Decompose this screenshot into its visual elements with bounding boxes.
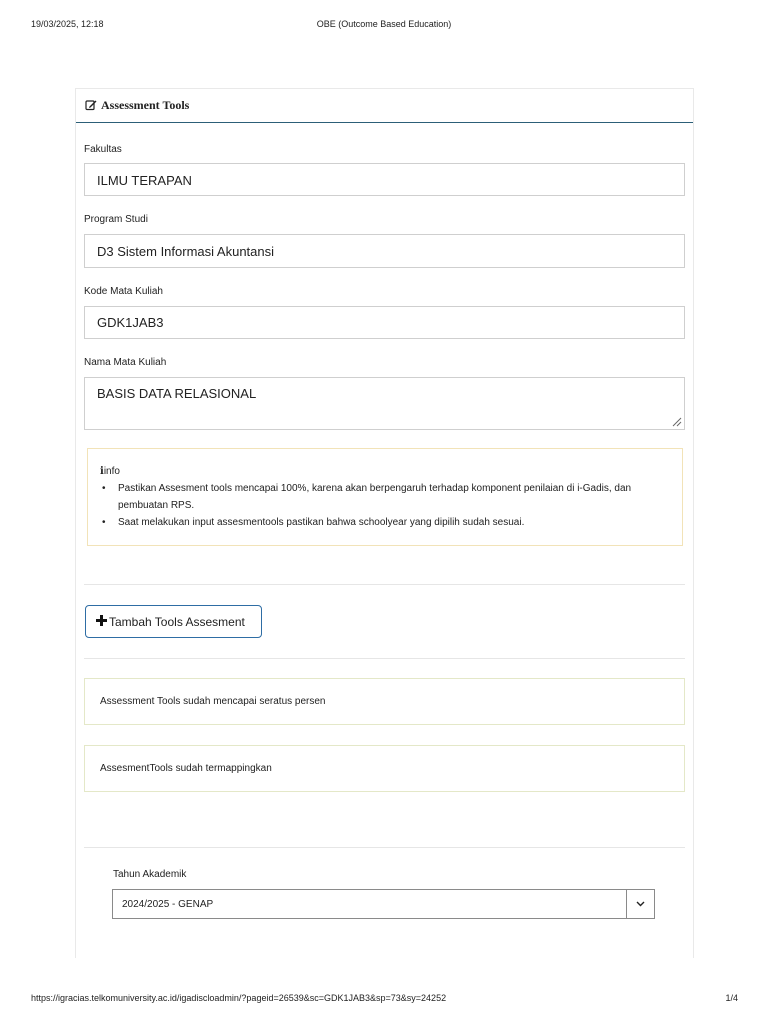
- add-tools-assesment-button[interactable]: [85, 605, 262, 638]
- resize-grip-icon[interactable]: [672, 417, 682, 427]
- panel-title-wrap: [85, 98, 189, 113]
- tahun-akademik-label: Tahun Akademik: [113, 869, 187, 880]
- add-tools-assesment-label: Tambah Tools Assesment: [109, 614, 245, 629]
- plus-icon: [96, 615, 107, 628]
- kode-mk-field[interactable]: [84, 306, 685, 339]
- nama-mk-textarea[interactable]: [84, 377, 685, 430]
- program-studi-value: D3 Sistem Informasi Akuntansi: [97, 244, 275, 259]
- info-icon: i: [100, 466, 104, 477]
- panel-heading: [76, 89, 693, 123]
- edit-icon: [85, 99, 97, 111]
- info-alert: [87, 448, 683, 546]
- fakultas-label: Fakultas: [84, 144, 122, 155]
- tahun-akademik-value: 2024/2025 - GENAP: [122, 899, 214, 910]
- print-datetime: 19/03/2025, 12:18: [31, 19, 104, 29]
- chevron-down-icon[interactable]: [626, 890, 654, 918]
- tahun-akademik-select[interactable]: [112, 889, 655, 919]
- program-studi-field[interactable]: [84, 234, 685, 268]
- print-page-title: OBE (Outcome Based Education): [316, 19, 452, 29]
- fakultas-field[interactable]: [84, 163, 685, 196]
- kode-mk-value: GDK1JAB3: [97, 315, 164, 330]
- divider: [84, 584, 685, 585]
- notice-text: Assessment Tools sudah mencapai seratus persen: [100, 696, 326, 707]
- info-title: iinfo: [100, 466, 120, 477]
- program-studi-label: Program Studi: [84, 214, 148, 225]
- kode-mk-label: Kode Mata Kuliah: [84, 286, 163, 297]
- notice-box: [84, 678, 685, 725]
- notice-box: [84, 745, 685, 792]
- divider: [84, 658, 685, 659]
- print-page-number: 1/4: [725, 993, 738, 1003]
- nama-mk-label: Nama Mata Kuliah: [84, 357, 167, 368]
- divider: [84, 847, 685, 848]
- info-item: • Saat melakukan input assesmentools pastikan bahwa schoolyear yang dipilih sudah sesuai.: [100, 514, 682, 531]
- notice-text: AssesmentTools sudah termappingkan: [100, 763, 272, 774]
- nama-mk-value: BASIS DATA RELASIONAL: [97, 386, 257, 401]
- panel-title: Assessment Tools: [101, 98, 190, 112]
- print-url: https://igracias.telkomuniversity.ac.id/igadiscloadmin/?pageid=26539&sc=GDK1JAB3&sp=73&sy=24252: [31, 993, 447, 1003]
- fakultas-value: ILMU TERAPAN: [97, 173, 192, 188]
- info-item: • Pastikan Assesment tools mencapai 100%, karena akan berpengaruh terhadap komponent penilaian di i-Gadis, dan pembuatan RPS.: [100, 480, 682, 514]
